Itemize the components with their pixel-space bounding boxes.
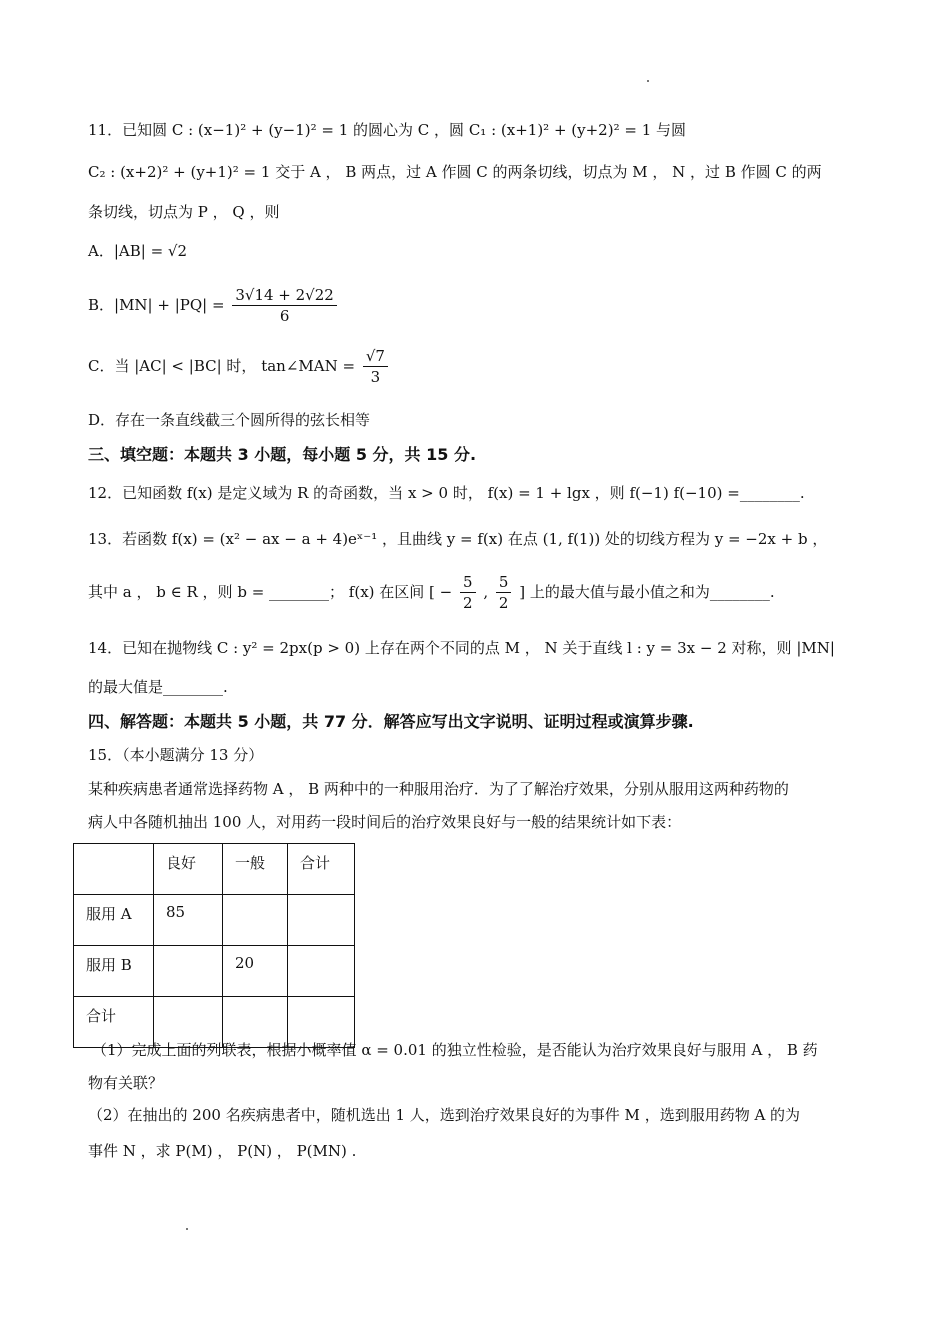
q11-option-b-numerator: 3√14 + 2√22 — [232, 285, 336, 306]
q11-option-c-fraction — [363, 346, 388, 388]
q13-line2-suffix: ] 上的最大值与最小值之和为________. — [519, 582, 775, 601]
q13-fraction-1 — [460, 572, 476, 614]
q13-line2-prefix: 其中 a ， b ∈ R ，则 b = ________； f(x) 在区间 [ − — [88, 582, 453, 601]
table-header-cell: 合计 — [288, 844, 355, 895]
table-header-cell — [74, 844, 154, 895]
q15-para2: 病人中各随机抽出 100 人，对用药一段时间后的治疗效果良好与一般的结果统计如下表： — [88, 813, 682, 831]
q11-option-c-denominator: 3 — [370, 368, 381, 387]
q15-part1-line1: （1）完成上面的列联表，根据小概率值 α = 0.01 的独立性检验，是否能认为治疗效果良好与服用 A ， B 药 — [92, 1041, 818, 1059]
scan-dot-top — [647, 80, 649, 82]
q13-fraction-2 — [496, 572, 512, 614]
q11-option-b — [88, 285, 340, 327]
table-header-row — [74, 844, 355, 895]
q14-line1: 14．已知在抛物线 C : y² = 2px(p > 0) 上存在两个不同的点 M ， N 关于直线 l : y = 3x − 2 对称，则 |MN| — [88, 639, 835, 657]
table-cell — [288, 946, 355, 997]
q13-line2-mid: , — [483, 582, 489, 601]
table-cell — [154, 946, 223, 997]
table-row — [74, 946, 355, 997]
table-cell — [288, 895, 355, 946]
q13-fraction-1-numerator: 5 — [460, 572, 476, 593]
q11-option-c-prefix: C．当 |AC| < |BC| 时， tan∠MAN = — [88, 356, 356, 375]
q11-line2: C₂ : (x+2)² + (y+1)² = 1 交于 A ， B 两点，过 A 作圆 C 的两条切线，切点为 M ， N ，过 B 作圆 C 的两 — [88, 163, 822, 181]
q11-option-b-denominator: 6 — [279, 307, 290, 326]
table-header-cell: 一般 — [223, 844, 288, 895]
q11-option-d: D．存在一条直线截三个圆所得的弦长相等 — [88, 411, 371, 429]
table-cell: 服用 A — [74, 895, 154, 946]
q11-option-c-numerator: √7 — [363, 346, 388, 367]
q13-line2 — [88, 572, 775, 614]
q13-fraction-2-numerator: 5 — [496, 572, 512, 593]
table-cell: 合计 — [74, 997, 154, 1048]
section3-title: 三、填空题：本题共 3 小题，每小题 5 分，共 15 分. — [88, 445, 477, 464]
q15-para1: 某种疾病患者通常选择药物 A ， B 两种中的一种服用治疗．为了了解治疗效果，分别从服用这两种药物的 — [88, 780, 789, 798]
contingency-table — [73, 843, 355, 1048]
q11-option-c — [88, 346, 391, 388]
table-cell: 85 — [154, 895, 223, 946]
q15-part2-line1: （2）在抽出的 200 名疾病患者中，随机选出 1 人，选到治疗效果良好的为事件 M ，选到服用药物 A 的为 — [88, 1106, 801, 1124]
q13-fraction-1-denominator: 2 — [463, 594, 473, 613]
table-cell: 20 — [223, 946, 288, 997]
q13-line1: 13．若函数 f(x) = (x² − ax − a + 4)eˣ⁻¹ ，且曲线 y = f(x) 在点 (1, f(1)) 处的切线方程为 y = −2x + b ， — [88, 530, 828, 548]
table-header-cell: 良好 — [154, 844, 223, 895]
q13-fraction-2-denominator: 2 — [498, 594, 509, 613]
table-cell: 服用 B — [74, 946, 154, 997]
q11-option-a: A．|AB| = √2 — [88, 242, 188, 260]
q11-option-b-prefix: B．|MN| + |PQ| = — [88, 295, 225, 314]
q11-option-b-fraction — [232, 285, 336, 327]
q15-header: 15．（本小题满分 13 分） — [88, 746, 264, 764]
table-row — [74, 895, 355, 946]
q11-line3: 条切线，切点为 P ， Q ，则 — [88, 203, 280, 221]
table-cell — [223, 895, 288, 946]
q14-line2: 的最大值是________. — [88, 678, 228, 696]
scan-dot-bottom — [186, 1228, 188, 1230]
q11-line1: 11．已知圆 C : (x−1)² + (y−1)² = 1 的圆心为 C ，圆 C₁ : (x+1)² + (y+2)² = 1 与圆 — [88, 121, 687, 139]
q15-part2-line2: 事件 N ，求 P(M) ， P(N) ， P(MN) . — [88, 1142, 357, 1160]
q15-part1-line2: 物有关联？ — [88, 1074, 164, 1092]
section4-title: 四、解答题：本题共 5 小题，共 77 分．解答应写出文字说明、证明过程或演算步骤. — [88, 712, 694, 731]
q12-text: 12．已知函数 f(x) 是定义域为 R 的奇函数，当 x > 0 时， f(x) = 1 + lgx ，则 f(−1) f(−10) =________. — [88, 484, 805, 502]
